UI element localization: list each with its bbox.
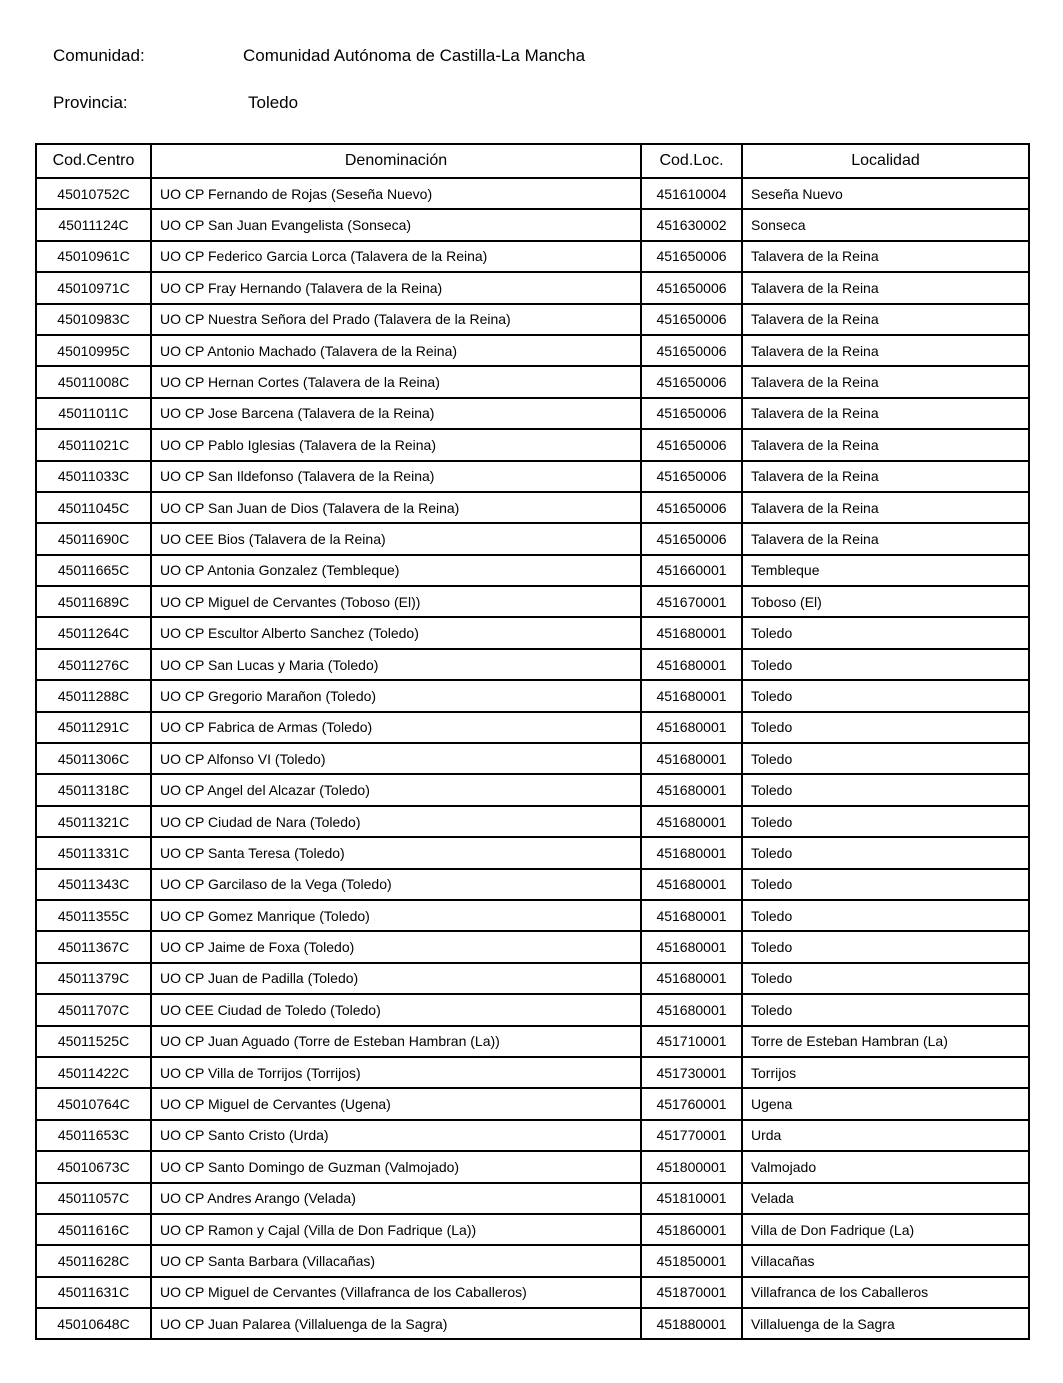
table-row: [36, 523, 1029, 554]
denominacion-cell: UO CP Miguel de Cervantes (Toboso (El)): [151, 586, 641, 617]
cod-centro-cell: 45011653C: [36, 1120, 151, 1151]
cod-centro-cell: 45011631C: [36, 1277, 151, 1308]
table-row: [36, 241, 1029, 272]
denominacion-cell: UO CP Antonio Machado (Talavera de la Reina): [151, 335, 641, 366]
cod-centro-cell: 45011525C: [36, 1026, 151, 1057]
denominacion-cell: UO CP Miguel de Cervantes (Ugena): [151, 1088, 641, 1119]
cod-centro-cell: 45011021C: [36, 429, 151, 460]
localidad-cell: Valmojado: [742, 1151, 1029, 1182]
table-row: [36, 649, 1029, 680]
localidad-cell: Toledo: [742, 963, 1029, 994]
localidad-cell: Toledo: [742, 680, 1029, 711]
localidad-cell: Torre de Esteban Hambran (La): [742, 1026, 1029, 1057]
denominacion-cell: UO CP Ramon y Cajal (Villa de Don Fadrique (La)): [151, 1214, 641, 1245]
cod-loc-cell: 451680001: [641, 680, 742, 711]
cod-centro-cell: 45011321C: [36, 806, 151, 837]
cod-loc-cell: 451670001: [641, 586, 742, 617]
denominacion-cell: UO CP Alfonso VI (Toledo): [151, 743, 641, 774]
denominacion-cell: UO CP San Lucas y Maria (Toledo): [151, 649, 641, 680]
localidad-cell: Toledo: [742, 774, 1029, 805]
denominacion-cell: UO CP Santa Barbara (Villacañas): [151, 1245, 641, 1276]
denominacion-cell: UO CP San Juan Evangelista (Sonseca): [151, 209, 641, 240]
table-row: [36, 931, 1029, 962]
cod-loc-cell: 451850001: [641, 1245, 742, 1276]
cod-loc-cell: 451870001: [641, 1277, 742, 1308]
localidad-cell: Sonseca: [742, 209, 1029, 240]
cod-centro-cell: 45011367C: [36, 931, 151, 962]
localidad-cell: Villacañas: [742, 1245, 1029, 1276]
cod-loc-cell: 451660001: [641, 555, 742, 586]
table-row: [36, 586, 1029, 617]
denominacion-cell: UO CP Federico Garcia Lorca (Talavera de la Reina): [151, 241, 641, 272]
localidad-cell: Toledo: [742, 931, 1029, 962]
comunidad-label: Comunidad:: [53, 46, 145, 65]
table-row: [36, 1277, 1029, 1308]
cod-centro-cell: 45011343C: [36, 869, 151, 900]
localidad-cell: Talavera de la Reina: [742, 366, 1029, 397]
denominacion-cell: UO CP Nuestra Señora del Prado (Talavera de la Reina): [151, 304, 641, 335]
cod-centro-cell: 45010648C: [36, 1308, 151, 1339]
cod-loc-cell: 451860001: [641, 1214, 742, 1245]
cod-loc-cell: 451680001: [641, 806, 742, 837]
cod-loc-cell: 451650006: [641, 461, 742, 492]
cod-loc-cell: 451680001: [641, 869, 742, 900]
cod-centro-cell: 45010983C: [36, 304, 151, 335]
table-row: [36, 900, 1029, 931]
table-row: [36, 335, 1029, 366]
denominacion-cell: UO CP Santa Teresa (Toledo): [151, 837, 641, 868]
localidad-cell: Seseña Nuevo: [742, 178, 1029, 209]
localidad-cell: Talavera de la Reina: [742, 461, 1029, 492]
cod-loc-cell: 451810001: [641, 1183, 742, 1214]
table-row: [36, 461, 1029, 492]
cod-centro-cell: 45011057C: [36, 1183, 151, 1214]
table-row: [36, 1026, 1029, 1057]
denominacion-cell: UO CP Jaime de Foxa (Toledo): [151, 931, 641, 962]
table-row: [36, 680, 1029, 711]
column-header-cod-loc: Cod.Loc.: [641, 144, 742, 178]
denominacion-cell: UO CP Antonia Gonzalez (Tembleque): [151, 555, 641, 586]
cod-loc-cell: 451680001: [641, 712, 742, 743]
cod-loc-cell: 451760001: [641, 1088, 742, 1119]
cod-loc-cell: 451650006: [641, 241, 742, 272]
localidad-cell: Toledo: [742, 712, 1029, 743]
cod-centro-cell: 45011707C: [36, 994, 151, 1025]
column-header-localidad: Localidad: [742, 144, 1029, 178]
localidad-cell: Toledo: [742, 649, 1029, 680]
cod-centro-cell: 45011355C: [36, 900, 151, 931]
table-row: [36, 837, 1029, 868]
localidad-cell: Toledo: [742, 900, 1029, 931]
table-row: [36, 806, 1029, 837]
cod-loc-cell: 451730001: [641, 1057, 742, 1088]
cod-centro-cell: 45010673C: [36, 1151, 151, 1182]
table-row: [36, 869, 1029, 900]
cod-loc-cell: 451650006: [641, 523, 742, 554]
table-row: [36, 712, 1029, 743]
cod-loc-cell: 451710001: [641, 1026, 742, 1057]
comunidad-value: Comunidad Autónoma de Castilla-La Mancha: [243, 46, 586, 65]
column-header-cod-centro: Cod.Centro: [36, 144, 151, 178]
cod-loc-cell: 451680001: [641, 649, 742, 680]
cod-loc-cell: 451680001: [641, 774, 742, 805]
denominacion-cell: UO CP San Juan de Dios (Talavera de la Reina): [151, 492, 641, 523]
table-row: [36, 1308, 1029, 1339]
denominacion-cell: UO CEE Ciudad de Toledo (Toledo): [151, 994, 641, 1025]
table-row: [36, 398, 1029, 429]
cod-loc-cell: 451650006: [641, 304, 742, 335]
table-row: [36, 1088, 1029, 1119]
localidad-cell: Toledo: [742, 994, 1029, 1025]
denominacion-cell: UO CP Juan Palarea (Villaluenga de la Sagra): [151, 1308, 641, 1339]
table-row: [36, 1214, 1029, 1245]
cod-centro-cell: 45011689C: [36, 586, 151, 617]
column-header-denominacion: Denominación: [151, 144, 641, 178]
localidad-cell: Torrijos: [742, 1057, 1029, 1088]
denominacion-cell: UO CP Angel del Alcazar (Toledo): [151, 774, 641, 805]
cod-loc-cell: 451680001: [641, 743, 742, 774]
cod-centro-cell: 45011690C: [36, 523, 151, 554]
cod-loc-cell: 451650006: [641, 398, 742, 429]
table-row: [36, 555, 1029, 586]
cod-loc-cell: 451680001: [641, 963, 742, 994]
localidad-cell: Toledo: [742, 806, 1029, 837]
denominacion-cell: UO CP Fernando de Rojas (Seseña Nuevo): [151, 178, 641, 209]
table-row: [36, 209, 1029, 240]
localidad-cell: Toledo: [742, 837, 1029, 868]
cod-centro-cell: 45011306C: [36, 743, 151, 774]
denominacion-cell: UO CP Pablo Iglesias (Talavera de la Reina): [151, 429, 641, 460]
cod-centro-cell: 45010764C: [36, 1088, 151, 1119]
cod-centro-cell: 45010995C: [36, 335, 151, 366]
cod-loc-cell: 451650006: [641, 272, 742, 303]
table-body: [36, 178, 1029, 1339]
localidad-cell: Talavera de la Reina: [742, 304, 1029, 335]
table-row: [36, 492, 1029, 523]
table-row: [36, 963, 1029, 994]
denominacion-cell: UO CP Jose Barcena (Talavera de la Reina): [151, 398, 641, 429]
cod-centro-cell: 45011264C: [36, 617, 151, 648]
cod-centro-cell: 45011008C: [36, 366, 151, 397]
provincia-value: Toledo: [248, 93, 299, 112]
cod-centro-cell: 45011318C: [36, 774, 151, 805]
cod-loc-cell: 451650006: [641, 492, 742, 523]
table-row: [36, 1245, 1029, 1276]
denominacion-cell: UO CP Gomez Manrique (Toledo): [151, 900, 641, 931]
denominacion-cell: UO CEE Bios (Talavera de la Reina): [151, 523, 641, 554]
denominacion-cell: UO CP Gregorio Marañon (Toledo): [151, 680, 641, 711]
denominacion-cell: UO CP Miguel de Cervantes (Villafranca de los Caballeros): [151, 1277, 641, 1308]
table-row: [36, 994, 1029, 1025]
denominacion-cell: UO CP Villa de Torrijos (Torrijos): [151, 1057, 641, 1088]
table-row: [36, 1120, 1029, 1151]
provincia-label: Provincia:: [53, 93, 128, 112]
table-row: [36, 1057, 1029, 1088]
centros-table: [35, 143, 1030, 1340]
cod-loc-cell: 451650006: [641, 366, 742, 397]
cod-centro-cell: 45011291C: [36, 712, 151, 743]
cod-loc-cell: 451650006: [641, 335, 742, 366]
cod-centro-cell: 45011124C: [36, 209, 151, 240]
denominacion-cell: UO CP Fray Hernando (Talavera de la Reina): [151, 272, 641, 303]
localidad-cell: Villafranca de los Caballeros: [742, 1277, 1029, 1308]
cod-loc-cell: 451680001: [641, 617, 742, 648]
localidad-cell: Talavera de la Reina: [742, 523, 1029, 554]
cod-centro-cell: 45011288C: [36, 680, 151, 711]
cod-centro-cell: 45011665C: [36, 555, 151, 586]
cod-centro-cell: 45011331C: [36, 837, 151, 868]
denominacion-cell: UO CP Escultor Alberto Sanchez (Toledo): [151, 617, 641, 648]
cod-loc-cell: 451680001: [641, 837, 742, 868]
denominacion-cell: UO CP San Ildefonso (Talavera de la Reina): [151, 461, 641, 492]
cod-centro-cell: 45011011C: [36, 398, 151, 429]
localidad-cell: Talavera de la Reina: [742, 492, 1029, 523]
cod-centro-cell: 45011045C: [36, 492, 151, 523]
localidad-cell: Talavera de la Reina: [742, 241, 1029, 272]
denominacion-cell: UO CP Juan de Padilla (Toledo): [151, 963, 641, 994]
localidad-cell: Urda: [742, 1120, 1029, 1151]
denominacion-cell: UO CP Santo Domingo de Guzman (Valmojado): [151, 1151, 641, 1182]
cod-centro-cell: 45010971C: [36, 272, 151, 303]
cod-centro-cell: 45010961C: [36, 241, 151, 272]
denominacion-cell: UO CP Fabrica de Armas (Toledo): [151, 712, 641, 743]
cod-loc-cell: 451650006: [641, 429, 742, 460]
denominacion-cell: UO CP Garcilaso de la Vega (Toledo): [151, 869, 641, 900]
cod-loc-cell: 451680001: [641, 900, 742, 931]
cod-loc-cell: 451880001: [641, 1308, 742, 1339]
table-row: [36, 617, 1029, 648]
cod-loc-cell: 451610004: [641, 178, 742, 209]
localidad-cell: Talavera de la Reina: [742, 429, 1029, 460]
localidad-cell: Talavera de la Reina: [742, 272, 1029, 303]
cod-loc-cell: 451630002: [641, 209, 742, 240]
cod-centro-cell: 45010752C: [36, 178, 151, 209]
localidad-cell: Toledo: [742, 743, 1029, 774]
table-row: [36, 304, 1029, 335]
cod-loc-cell: 451680001: [641, 931, 742, 962]
denominacion-cell: UO CP Ciudad de Nara (Toledo): [151, 806, 641, 837]
table-row: [36, 272, 1029, 303]
cod-centro-cell: 45011422C: [36, 1057, 151, 1088]
table-row: [36, 1183, 1029, 1214]
cod-centro-cell: 45011276C: [36, 649, 151, 680]
table-row: [36, 429, 1029, 460]
cod-centro-cell: 45011033C: [36, 461, 151, 492]
table-header-row: [36, 144, 1029, 178]
denominacion-cell: UO CP Santo Cristo (Urda): [151, 1120, 641, 1151]
table-row: [36, 774, 1029, 805]
localidad-cell: Tembleque: [742, 555, 1029, 586]
localidad-cell: Toboso (El): [742, 586, 1029, 617]
cod-centro-cell: 45011616C: [36, 1214, 151, 1245]
cod-loc-cell: 451770001: [641, 1120, 742, 1151]
localidad-cell: Velada: [742, 1183, 1029, 1214]
cod-loc-cell: 451680001: [641, 994, 742, 1025]
localidad-cell: Villa de Don Fadrique (La): [742, 1214, 1029, 1245]
localidad-cell: Talavera de la Reina: [742, 335, 1029, 366]
table-row: [36, 366, 1029, 397]
localidad-cell: Villaluenga de la Sagra: [742, 1308, 1029, 1339]
localidad-cell: Toledo: [742, 869, 1029, 900]
localidad-cell: Toledo: [742, 617, 1029, 648]
table-row: [36, 178, 1029, 209]
localidad-cell: Talavera de la Reina: [742, 398, 1029, 429]
table-row: [36, 743, 1029, 774]
cod-centro-cell: 45011379C: [36, 963, 151, 994]
denominacion-cell: UO CP Andres Arango (Velada): [151, 1183, 641, 1214]
denominacion-cell: UO CP Hernan Cortes (Talavera de la Reina): [151, 366, 641, 397]
localidad-cell: Ugena: [742, 1088, 1029, 1119]
cod-centro-cell: 45011628C: [36, 1245, 151, 1276]
denominacion-cell: UO CP Juan Aguado (Torre de Esteban Hambran (La)): [151, 1026, 641, 1057]
table-row: [36, 1151, 1029, 1182]
cod-loc-cell: 451800001: [641, 1151, 742, 1182]
